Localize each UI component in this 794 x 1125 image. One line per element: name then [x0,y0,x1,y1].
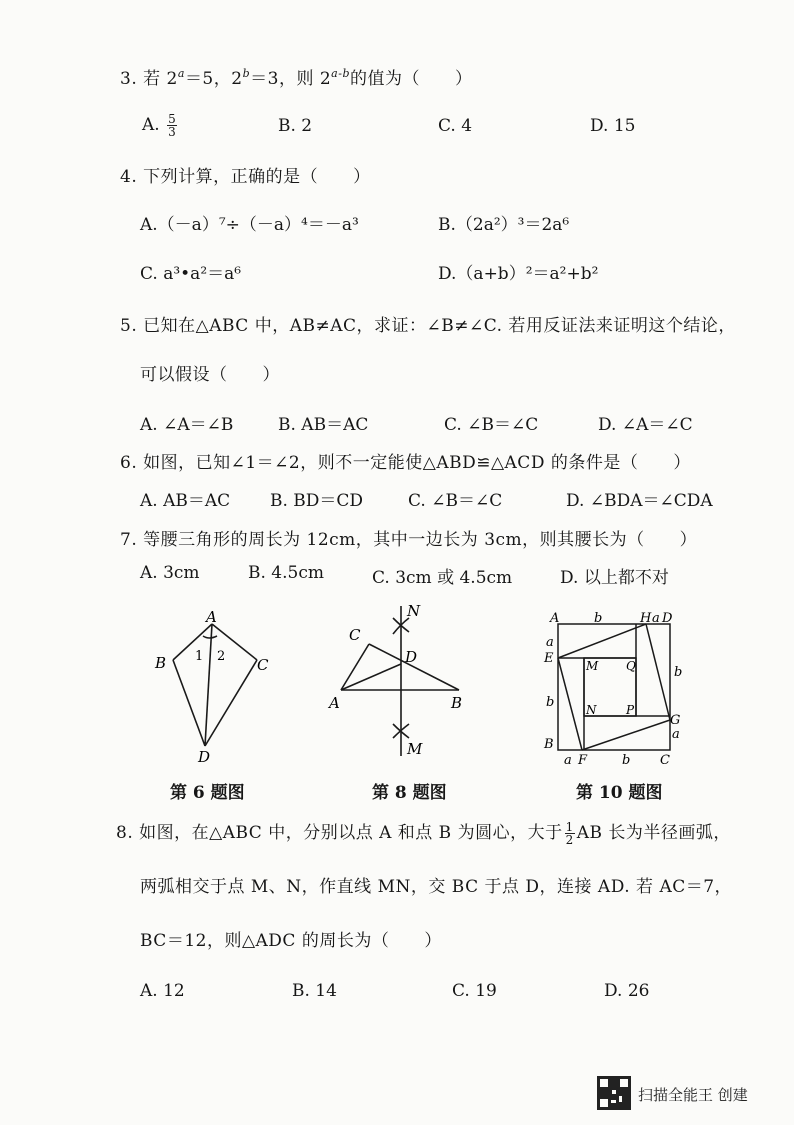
question-8-stem-line2: 两弧相交于点 M、N，作直线 MN，交 BC 于点 D，连接 AD. 若 AC＝7， [140,877,733,897]
figure-8-perpendicular-bisector [325,600,475,765]
scanner-watermark: 扫描全能王 创建 [638,1086,748,1104]
fig6-label-d: D [198,748,211,766]
q3-option-a: A. $\frac{5}{3}$ [142,112,176,139]
fig10-label-f: F [578,753,588,768]
q8-option-a: A. 12 [140,981,185,1001]
fig10-label-b-bottom: b [622,753,631,768]
question-7-stem: 7. 等腰三角形的周长为 12cm，其中一边长为 3cm，则其腰长为（ ） [120,530,698,550]
fig10-label-p: P [626,703,635,717]
figure-6-caption: 第 6 题图 [170,783,245,803]
q3-option-c: C. 4 [438,116,473,136]
q6-option-c: C. ∠B＝∠C [408,491,503,511]
q8-option-b: B. 14 [292,981,337,1001]
q4-option-d: D.（a+b）²＝a²+b² [438,264,599,284]
fig8-label-b: B [451,694,463,712]
q4-option-b: B.（2a²）³＝2a⁶ [438,215,570,235]
question-4-stem: 4. 下列计算，正确的是（ ） [120,167,371,187]
fig6-label-b: B [155,654,167,672]
question-6-stem: 6. 如图，已知∠1＝∠2，则不一定能使△ABD≌△ACD 的条件是（ ） [120,453,691,473]
q8-option-d: D. 26 [604,981,650,1001]
fig6-label-c: C [257,656,269,674]
fig8-label-d: D [405,648,418,666]
fig10-label-b-right: b [674,665,683,680]
fig10-label-g: G [670,713,681,728]
fig8-label-m: M [407,740,423,758]
fig8-label-a: A [329,694,340,712]
figure-6-kite [145,608,285,768]
fig6-label-angle2: 2 [217,649,226,664]
q6-option-a: A. AB＝AC [140,491,231,511]
fig10-label-d: D [662,611,673,626]
fig10-label-n: N [586,703,597,717]
fig10-label-e: E [544,651,554,666]
q6-option-d: D. ∠BDA＝∠CDA [566,491,713,511]
figure-10-caption: 第 10 题图 [576,783,663,803]
fig10-label-a-left: a [546,635,554,650]
q5-option-a: A. ∠A＝∠B [140,415,234,435]
fig10-label-b: B [544,737,554,752]
q5-option-b: B. AB＝AC [278,415,369,435]
question-3-stem: 3. 若 $2^a=5$，$2^b=3$，则 2$^{a-b}$的值为（ ） [120,67,473,89]
q3-option-d: D. 15 [590,116,636,136]
question-8-stem-line3: BC＝12，则△ADC 的周长为（ ） [140,931,442,951]
fig10-label-h: H [640,611,652,626]
question-5-stem: 5. 已知在△ABC 中，AB≠AC，求证：∠B≠∠C. 若用反证法来证明这个结论， [120,316,736,336]
figure-8-caption: 第 8 题图 [372,783,447,803]
fig10-label-a-top: a [652,611,660,626]
qr-code-icon [597,1076,631,1110]
fig10-label-b-left: b [546,695,555,710]
fig10-label-a-right: a [672,727,680,742]
fig10-label-a: A [550,611,560,626]
question-8-stem: 8. 如图，在△ABC 中，分别以点 A 和点 B 为圆心，大于 $\frac{1}{2}$ AB 长为半径画弧， [116,820,731,847]
q7-option-c: C. 3cm 或 4.5cm [372,568,513,588]
fig10-label-b-top: b [594,611,603,626]
q7-option-a: A. 3cm [140,563,200,583]
q3-option-b: B. 2 [278,116,313,136]
q6-option-b: B. BD＝CD [270,491,364,511]
fig6-label-angle1: 1 [195,649,204,664]
q7-option-b: B. 4.5cm [248,563,324,583]
fig10-label-m: M [586,659,599,673]
q5-option-c: C. ∠B＝∠C [444,415,539,435]
fig8-label-n: N [407,602,421,620]
q7-option-d: D. 以上都不对 [560,568,669,588]
question-5-stem-line2: 可以假设（ ） [140,365,280,385]
q8-option-c: C. 19 [452,981,497,1001]
figure-10-square-proof [540,608,690,770]
fig6-label-a: A [206,608,217,626]
fig10-label-q: Q [626,659,636,673]
q5-option-d: D. ∠A＝∠C [598,415,693,435]
q4-option-a: A.（－a）⁷÷（－a）⁴＝－a³ [140,215,359,235]
fig10-label-c: C [660,753,670,768]
fig10-label-a-bottom: a [564,753,572,768]
fig8-label-c: C [349,626,361,644]
q4-option-c: C. a³•a²＝a⁶ [140,264,242,284]
